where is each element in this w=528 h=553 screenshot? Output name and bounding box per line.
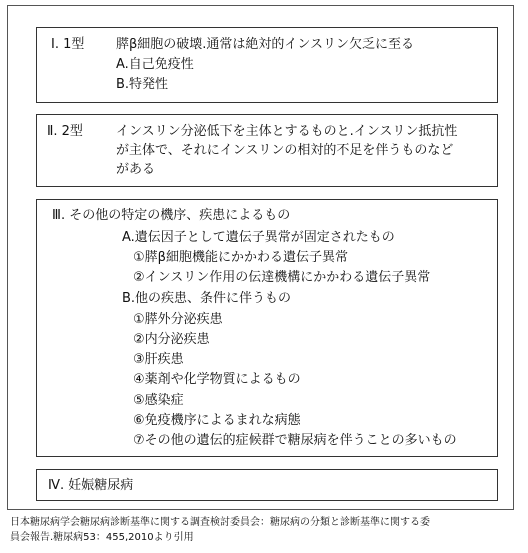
citation-line: 日本糖尿病学会糖尿病診断基準に関する調査検討委員会：糖尿病の分類と診断基準に関する委 xyxy=(10,517,430,528)
type1-subtype-a: A.自己免疫性 xyxy=(116,57,194,72)
type3-group-b-item: ③肝疾患 xyxy=(133,352,184,367)
type4-label: Ⅳ. 妊娠糖尿病 xyxy=(48,478,134,493)
type2-label: Ⅱ. 2型 xyxy=(47,124,83,139)
type3-group-a-item: ②インスリン作用の伝達機構にかかわる遺伝子異常 xyxy=(133,270,431,285)
type3-group-b-heading: B.他の疾患、条件に伴うもの xyxy=(122,291,292,306)
type2-description-line: インスリン分泌低下を主体とするものと.インスリン抵抗性 xyxy=(116,124,458,139)
type3-group-b-item: ⑦その他の遺伝的症候群で糖尿病を伴うことの多いもの xyxy=(133,433,457,448)
type2-description-line: が主体で、それにインスリンの相対的不足を伴うものなど xyxy=(116,143,454,158)
type1-subtype-b: B.特発性 xyxy=(116,77,169,92)
type3-group-a-item: ①膵β細胞機能にかかわる遺伝子異常 xyxy=(133,250,348,265)
citation-line: 員会報告.糖尿病53：455,2010より引用 xyxy=(10,532,194,543)
type3-group-a-heading: A.遺伝因子として遺伝子異常が固定されたもの xyxy=(122,230,395,245)
type3-group-b-item: ②内分泌疾患 xyxy=(133,332,210,347)
type1-description: 膵β細胞の破壊.通常は絶対的インスリン欠乏に至る xyxy=(116,37,415,52)
type1-label: Ⅰ. 1型 xyxy=(51,37,85,52)
type3-group-b-item: ⑥免疫機序によるまれな病態 xyxy=(133,413,301,428)
type3-group-b-item: ⑤感染症 xyxy=(133,393,184,408)
type2-description-line: がある xyxy=(116,162,156,177)
type3-heading: Ⅲ. その他の特定の機序、疾患によるもの xyxy=(52,208,291,223)
type3-group-b-item: ①膵外分泌疾患 xyxy=(133,312,223,327)
type3-group-b-item: ④薬剤や化学物質によるもの xyxy=(133,372,301,387)
